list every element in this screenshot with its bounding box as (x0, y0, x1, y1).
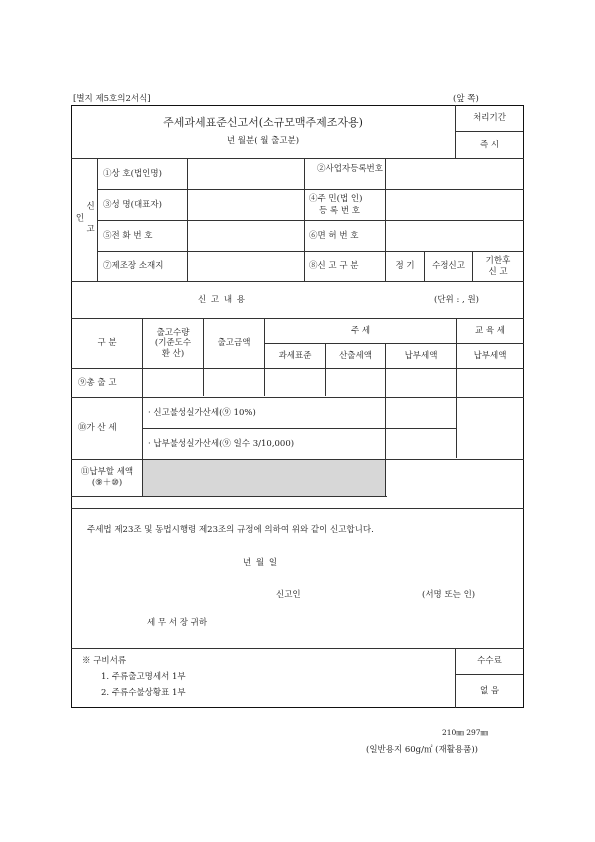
col-amount: 출고금액 (217, 338, 251, 349)
label-factory-address: ⑦제조장 소재지 (103, 261, 164, 272)
sub-tax-base: 과세표준 (278, 350, 312, 361)
label-resident-number (309, 193, 385, 217)
processing-value: 즉 시 (479, 139, 500, 150)
fee-value: 없 음 (479, 685, 500, 696)
declaration-date: 년 월 일 (243, 558, 278, 568)
option-late-line2: 신 고 (488, 266, 508, 277)
label-report-type: ⑧신 고 구 분 (309, 261, 359, 272)
col-quantity-line2: (기준도수 (154, 338, 192, 349)
row-tax-payable-line2: (⑨＋⑩) (91, 478, 123, 488)
row-total-shipment: ⑨총 출 고 (78, 377, 117, 388)
label-license-number: ⑥면 허 번 호 (309, 230, 359, 241)
processing-label: 처리기간 (473, 113, 506, 124)
row-tax-payable-line1: ⑪납부할 세액 (80, 467, 134, 478)
label-representative: ③성 명(대표자) (103, 199, 162, 210)
option-amended: 수정신고 (432, 261, 465, 272)
col-quantity (143, 319, 203, 368)
sum-shaded-area (143, 460, 385, 496)
option-late-line1: 기한후 (485, 255, 511, 266)
signature-label: (서명 또는 인) (422, 590, 476, 600)
col-category: 구 분 (97, 338, 117, 349)
label-resident-number-line2: 등 록 번 호 (319, 206, 360, 216)
option-late (473, 252, 523, 281)
unit-label: (단위 : , 원) (434, 294, 479, 305)
content-label: 신 고 내 용 (198, 294, 246, 305)
required-doc-1: 1. 주류출고명세서 1부 (101, 672, 186, 682)
penalty-report: · 신고불성실가산세(⑨ 10%) (148, 407, 256, 418)
form-subtitle: 년 월분( 월 출고분) (226, 135, 300, 146)
col-quantity-line3: 환 산) (161, 348, 185, 359)
option-regular: 정 기 (395, 261, 415, 272)
declaration-text: 주세법 제23조 및 동법시행령 제23조의 규정에 의하여 위와 같이 신고합니다. (87, 525, 374, 535)
reporter-label: 신고인 (276, 590, 301, 600)
label-phone: ⑤전 화 번 호 (103, 230, 153, 241)
paper-spec: (일반용지 60g/㎡ (재활용품)) (366, 745, 478, 755)
form-title: 주세과세표준신고서(소규모맥주제조자용) (163, 116, 363, 130)
row-tax-payable (72, 460, 142, 496)
reporter-group-label: 신 고 인 (74, 201, 95, 239)
label-resident-number-line1: ④주 민(법 인) (309, 194, 363, 204)
sub-payable-tax: 납부세액 (404, 350, 438, 361)
row-penalty-tax: ⑩가 산 세 (78, 423, 117, 434)
penalty-payment: · 납부불성실가산세(⑨ 일수 3/10,000) (148, 438, 295, 449)
recipient-label: 세 무 서 장 귀하 (147, 618, 208, 628)
label-trade-name: ①상 호(법인명) (103, 168, 162, 179)
required-docs-label: ※ 구비서류 (82, 656, 127, 666)
paper-size: 210㎜ 297㎜ (442, 728, 489, 737)
col-quantity-line1: 출고수량 (156, 327, 190, 338)
page-side: (앞 쪽) (453, 94, 479, 104)
label-business-number: ②사업자등록번호 (317, 164, 383, 174)
fee-label: 수수료 (477, 656, 502, 667)
col-education-tax: 교 육 세 (474, 325, 506, 336)
form-id: [별지 제5호의2서식] (73, 94, 151, 104)
col-liquor-tax: 주 세 (350, 325, 371, 336)
sub-edu-payable-tax: 납부세액 (473, 350, 507, 361)
required-doc-2: 2. 주류수불상황표 1부 (101, 688, 186, 698)
sub-calculated-tax: 산출세액 (339, 350, 372, 361)
